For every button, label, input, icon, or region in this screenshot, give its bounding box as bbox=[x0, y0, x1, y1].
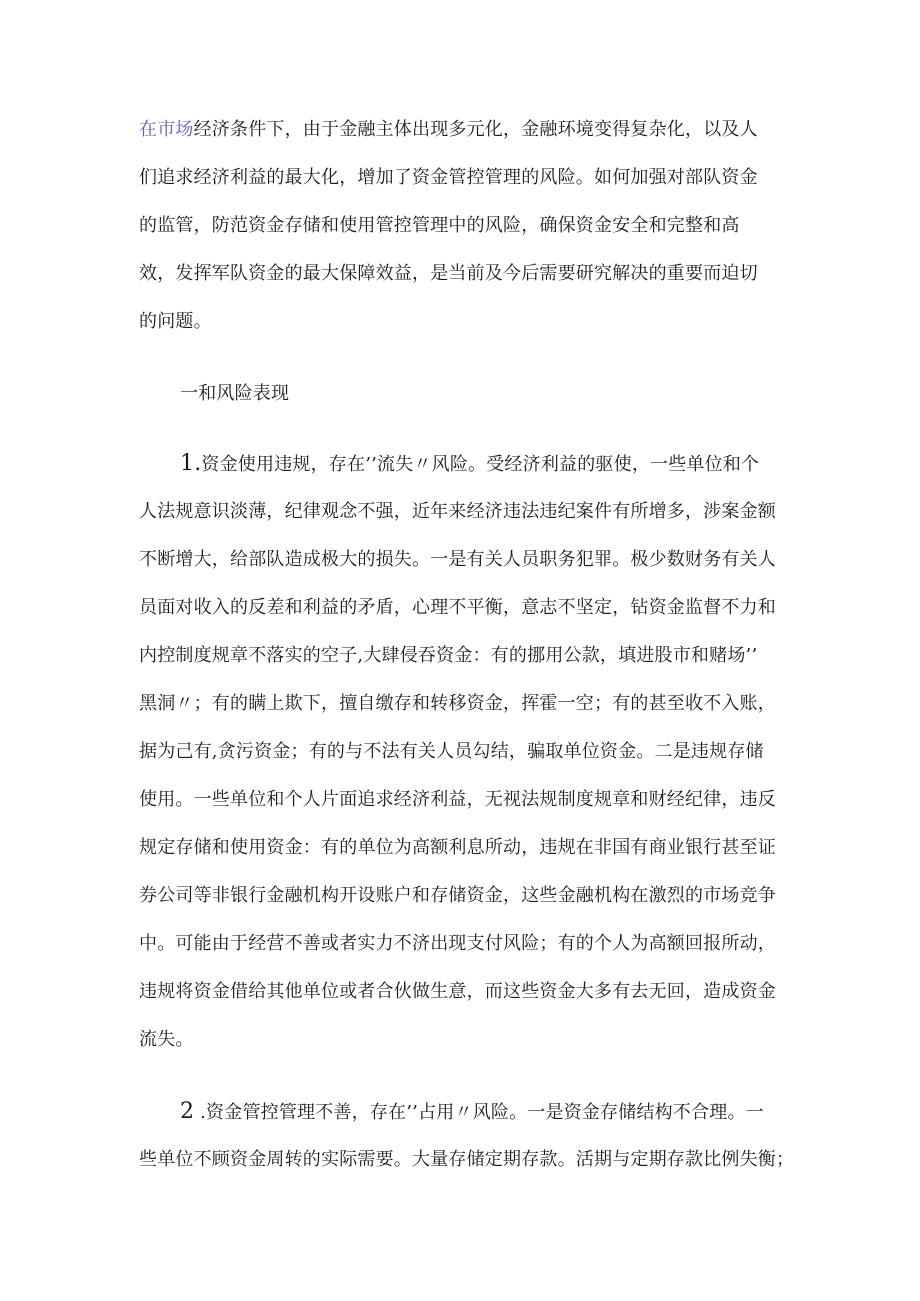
item1-line-4: 员面对收入的反差和利益的矛盾，心理不平衡，意志不坚定，钻资金监督不力和 bbox=[139, 597, 776, 618]
item1-line-10: 券公司等非银行金融机构开设账户和存储资金，这些金融机构在激烈的市场竞争 bbox=[139, 885, 776, 906]
item2-number: 2 bbox=[180, 1099, 195, 1124]
item1-line-1: 1.资金使用违规，存在’’流失〃风险。受经济利益的驱使，一些单位和个 bbox=[180, 451, 760, 476]
item2-line-2: 些单位不顾资金周转的实际需要。大量存储定期存款。活期与定期存款比例失衡； bbox=[139, 1149, 795, 1170]
item1-line-11: 中。可能由于经营不善或者实力不济出现支付风险；有的个人为高额回报所动， bbox=[139, 933, 776, 954]
item1-line-2: 人法规意识淡薄，纪律观念不强，近年来经济违法违纪案件有所增多，涉案金额 bbox=[139, 501, 776, 522]
section-heading: 一和风险表现 bbox=[180, 383, 290, 404]
item1-number: 1. bbox=[180, 451, 202, 476]
item1-line-12: 违规将资金借给其他单位或者合伙做生意，而这些资金大多有去无回，造成资金 bbox=[139, 981, 776, 1002]
item1-line-7: 据为己有,贪污资金；有的与不法有关人员勾结，骗取单位资金。二是违规存储 bbox=[139, 741, 764, 762]
intro-line-5: 的问题。 bbox=[139, 311, 212, 332]
intro-line-4: 效，发挥军队资金的最大保障效益，是当前及今后需要研究解决的重要而迫切 bbox=[139, 263, 758, 284]
item1-line-6: 黑洞〃；有的瞒上欺下，擅自缴存和转移资金，挥霍一空；有的甚至收不入账， bbox=[139, 693, 776, 714]
intro-line-1: 在市场经济条件下，由于金融主体出现多元化，金融环境变得复杂化，以及人 bbox=[139, 119, 758, 140]
intro-line-3: 的监管，防范资金存储和使用管控管理中的风险，确保资金安全和完整和高 bbox=[139, 215, 740, 236]
intro-link[interactable]: 在市场 bbox=[139, 119, 194, 140]
item1-line-3: 不断增大，给部队造成极大的损失。一是有关人员职务犯罪。极少数财务有关人 bbox=[139, 549, 776, 570]
intro-line-2: 们追求经济利益的最大化，增加了资金管控管理的风险。如何加强对部队资金 bbox=[139, 167, 758, 188]
item2-line-1: 2 .资金管控管理不善，存在’’占用〃风险。一是资金存储结构不合理。一 bbox=[180, 1099, 764, 1124]
item1-line-9: 规定存储和使用资金：有的单位为高额利息所动，违规在非国有商业银行甚至证 bbox=[139, 837, 776, 858]
item1-line-5: 内控制度规章不落实的空子,大肆侵吞资金：有的挪用公款，填进股市和赌场’’ bbox=[139, 645, 758, 666]
item1-line-13: 流失。 bbox=[139, 1029, 194, 1050]
item1-line-8: 使用。一些单位和个人片面追求经济利益，无视法规制度规章和财经纪律，违反 bbox=[139, 789, 776, 810]
